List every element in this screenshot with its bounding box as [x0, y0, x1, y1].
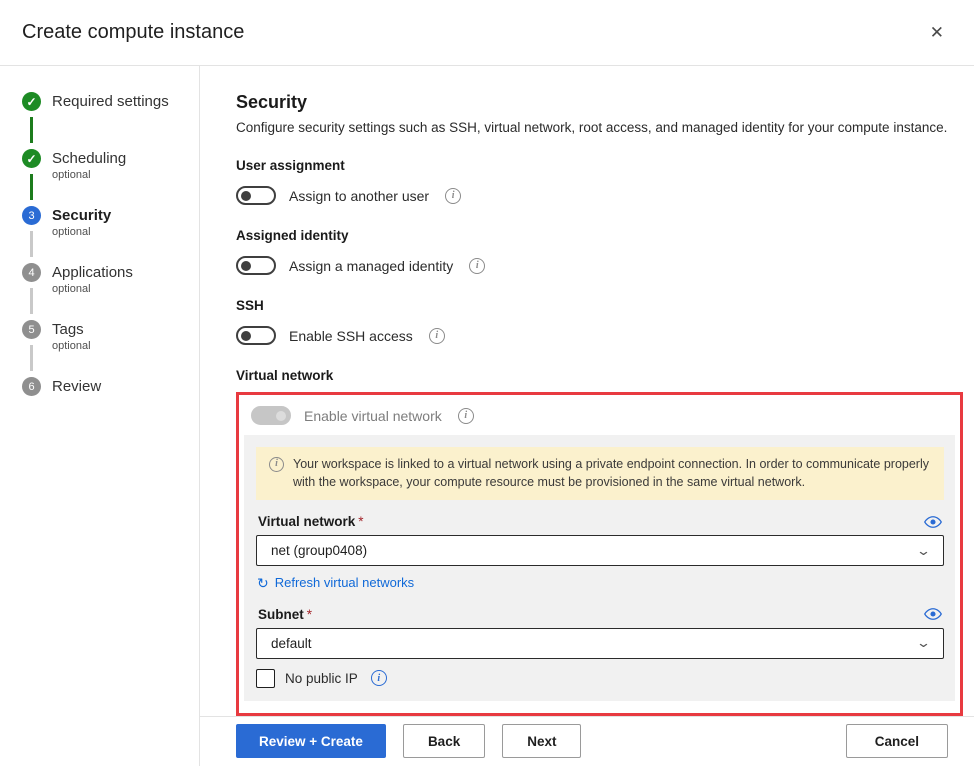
eye-icon[interactable]: [924, 607, 942, 621]
check-icon: ✓: [26, 151, 37, 166]
info-icon[interactable]: i: [458, 408, 474, 424]
review-create-button[interactable]: Review + Create: [236, 724, 386, 758]
step-optional-label: optional: [52, 226, 91, 238]
step-connector: [30, 174, 33, 200]
required-marker: *: [306, 606, 313, 622]
back-button[interactable]: Back: [403, 724, 485, 758]
eye-icon[interactable]: [924, 515, 942, 529]
no-public-ip-checkbox[interactable]: [256, 669, 275, 688]
step-label: Review: [52, 378, 102, 395]
step-optional-label: optional: [52, 283, 91, 295]
toggle-label: Assign a managed identity: [289, 257, 454, 274]
step-connector: [30, 117, 33, 143]
info-icon[interactable]: i: [371, 670, 387, 686]
refresh-link-label: Refresh virtual networks: [274, 575, 415, 591]
step-done-icon: [22, 149, 41, 168]
info-icon: i: [269, 457, 284, 472]
select-value: default: [271, 635, 312, 651]
step-required-settings[interactable]: [22, 92, 199, 149]
required-marker: *: [358, 514, 364, 530]
next-button[interactable]: Next: [502, 724, 581, 758]
page-title: Security: [236, 92, 308, 112]
step-review[interactable]: [22, 377, 199, 403]
cancel-button[interactable]: Cancel: [846, 724, 948, 758]
step-connector: [30, 345, 33, 371]
banner-text: Your workspace is linked to a virtual network using a private endpoint connection. In order to communicate properly with the workspace, your compute resource must be provisioned in the same virtual network.: [293, 457, 929, 490]
no-public-ip-label: No public IP: [285, 670, 358, 686]
step-label: Required settings: [52, 93, 169, 110]
assigned-identity-label: Assigned identity: [236, 228, 349, 243]
step-tags[interactable]: [22, 320, 199, 377]
info-icon[interactable]: i: [445, 188, 461, 204]
step-scheduling[interactable]: [22, 149, 199, 206]
step-security[interactable]: [22, 206, 199, 263]
vnet-field-label: Virtual network *: [258, 514, 364, 530]
subnet-select[interactable]: [256, 628, 944, 659]
toggle-label: Enable SSH access: [289, 327, 413, 344]
step-number-badge: 5: [22, 320, 41, 339]
step-connector: [30, 288, 33, 314]
assign-another-user-toggle[interactable]: [236, 186, 276, 205]
security-panel: [200, 66, 974, 716]
chevron-down-icon: ⌄: [915, 542, 932, 558]
step-label: Scheduling: [52, 150, 127, 167]
step-optional-label: optional: [52, 169, 91, 181]
dialog-footer: [200, 716, 974, 766]
user-assignment-label: User assignment: [236, 158, 345, 173]
page-description: Configure security settings such as SSH, virtual network, root access, and managed identity for your compute instance.: [236, 120, 948, 135]
assign-managed-identity-toggle[interactable]: [236, 256, 276, 275]
enable-virtual-network-toggle: [251, 406, 291, 425]
step-optional-label: optional: [52, 340, 91, 352]
toggle-label: Enable virtual network: [304, 407, 442, 424]
virtual-network-settings-area: [244, 435, 955, 701]
select-value: net (group0408): [271, 543, 368, 559]
ssh-label: SSH: [236, 298, 264, 313]
step-label: Tags: [52, 321, 84, 338]
virtual-network-highlight-box: [236, 392, 963, 716]
refresh-virtual-networks-link[interactable]: [257, 575, 414, 590]
dialog-header: [0, 0, 974, 66]
enable-ssh-toggle[interactable]: [236, 326, 276, 345]
step-label: Applications: [52, 264, 133, 281]
step-number-badge: 4: [22, 263, 41, 282]
toggle-label: Assign to another user: [289, 187, 430, 204]
dialog-title: Create compute instance: [22, 21, 245, 43]
subnet-field-label: Subnet *: [258, 606, 313, 622]
close-icon[interactable]: ✕: [926, 20, 948, 45]
virtual-network-label: Virtual network: [236, 368, 334, 383]
refresh-icon: ↻: [257, 574, 269, 591]
info-icon[interactable]: i: [469, 258, 485, 274]
vnet-info-banner: [256, 447, 944, 500]
info-icon[interactable]: i: [429, 328, 445, 344]
step-connector: [30, 231, 33, 257]
check-icon: ✓: [26, 94, 37, 109]
step-number-badge: 3: [22, 206, 41, 225]
step-label: Security: [52, 207, 112, 224]
chevron-down-icon: ⌄: [915, 635, 932, 650]
virtual-network-select[interactable]: [256, 535, 944, 566]
stepper-sidebar: [0, 66, 200, 766]
step-applications[interactable]: [22, 263, 199, 320]
step-number-badge: 6: [22, 377, 41, 396]
step-done-icon: [22, 92, 41, 111]
